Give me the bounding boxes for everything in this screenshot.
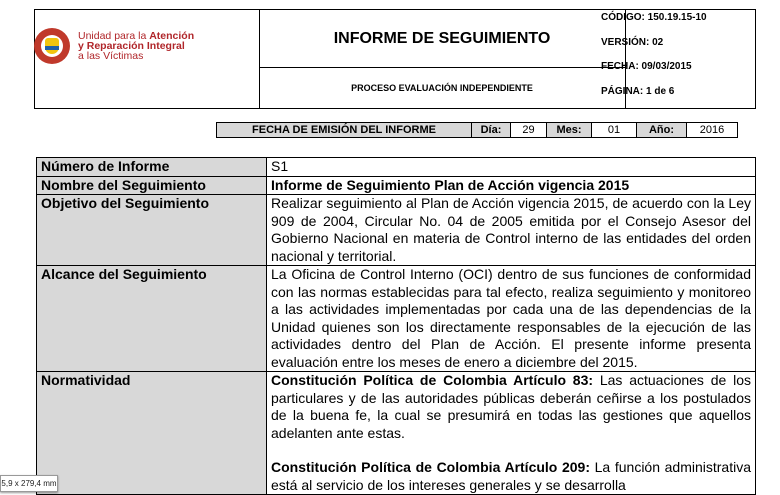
mes-value: 01 bbox=[591, 122, 637, 138]
logo-line1-bold: Atención bbox=[149, 30, 195, 42]
objetivo-value: Realizar seguimiento al Plan de Acción vigencia 2015, de acuerdo con la Ley 909 de 2004, Circular No. 04 de 2005 emitida por el Consejo Asesor del Gobierno Nacional en materia de Control interno de las entidades del orden nacional y territorial. bbox=[267, 195, 756, 266]
anio-label: Año: bbox=[636, 122, 687, 138]
table-row bbox=[37, 266, 756, 372]
logo-line3: a las Víctimas bbox=[78, 50, 144, 62]
normatividad-label: Normatividad bbox=[37, 372, 267, 495]
numero-label: Número de Informe bbox=[37, 158, 267, 177]
pagina: PÁGINA: 1 de 6 bbox=[601, 86, 675, 97]
seal-icon bbox=[34, 28, 70, 64]
mes-label: Mes: bbox=[546, 122, 592, 138]
norma-1-text: Las actuaciones de los particulares y de las autoridades públicas deberán ceñirse a los postulados de la buena fe, la cual se presumirá en todas las gestiones que aquellos adelanten ante estas. bbox=[271, 372, 751, 441]
objetivo-label: Objetivo del Seguimiento bbox=[37, 195, 267, 266]
table-row bbox=[37, 158, 756, 177]
logo-line1: Unidad para la bbox=[78, 30, 150, 42]
norma-2-text: La función administrativa está al servicio de los intereses generales y se desarrolla bbox=[271, 459, 751, 493]
table-row bbox=[37, 176, 756, 195]
process-name: PROCESO EVALUACIÓN INDEPENDIENTE bbox=[259, 68, 626, 108]
alcance-value: La Oficina de Control Interno (OCI) dentro de sus funciones de conformidad con las normas establecidas para tal efecto, realiza seguimiento y monitoreo a las actividades implementadas por cada una de las dependencias de la Unidad quienes son los directamente responsables de la ejecución de las actividades dentro del Plan de Acción. El presente informe presenta evaluación entre los meses de enero a diciembre del 2015. bbox=[267, 266, 756, 372]
dia-label: Día: bbox=[471, 122, 511, 138]
anio-value: 2016 bbox=[686, 122, 738, 138]
page-size-indicator: 5,9 x 279,4 mm bbox=[0, 475, 58, 492]
nombre-label: Nombre del Seguimiento bbox=[37, 176, 267, 195]
alcance-label: Alcance del Seguimiento bbox=[37, 266, 267, 372]
numero-value: S1 bbox=[267, 158, 756, 177]
version: VERSIÓN: 02 bbox=[601, 37, 664, 48]
dia-value: 29 bbox=[510, 122, 547, 138]
norma-2-title: Constitución Política de Colombia Artículo 209: bbox=[271, 459, 591, 475]
emission-date-row bbox=[216, 122, 737, 138]
table-row bbox=[37, 195, 756, 266]
normatividad-value bbox=[267, 372, 756, 495]
logo-text bbox=[78, 31, 194, 61]
emission-label: FECHA DE EMISIÓN DEL INFORME bbox=[216, 122, 472, 138]
report-info-table bbox=[36, 157, 756, 495]
logo-line2: y Reparación Integral bbox=[78, 40, 185, 52]
fecha: FECHA: 09/03/2015 bbox=[601, 61, 692, 72]
codigo: CÓDIGO: 150.19.15-10 bbox=[601, 12, 707, 23]
table-row bbox=[37, 372, 756, 495]
norma-1-title: Constitución Política de Colombia Artículo 83: bbox=[271, 372, 594, 388]
nombre-value: Informe de Seguimiento Plan de Acción vigencia 2015 bbox=[267, 176, 756, 195]
norma-1 bbox=[271, 372, 751, 442]
unidad-logo bbox=[34, 28, 194, 64]
document-meta bbox=[601, 10, 755, 108]
document-title: INFORME DE SEGUIMIENTO bbox=[259, 10, 626, 68]
norma-2 bbox=[271, 459, 751, 494]
